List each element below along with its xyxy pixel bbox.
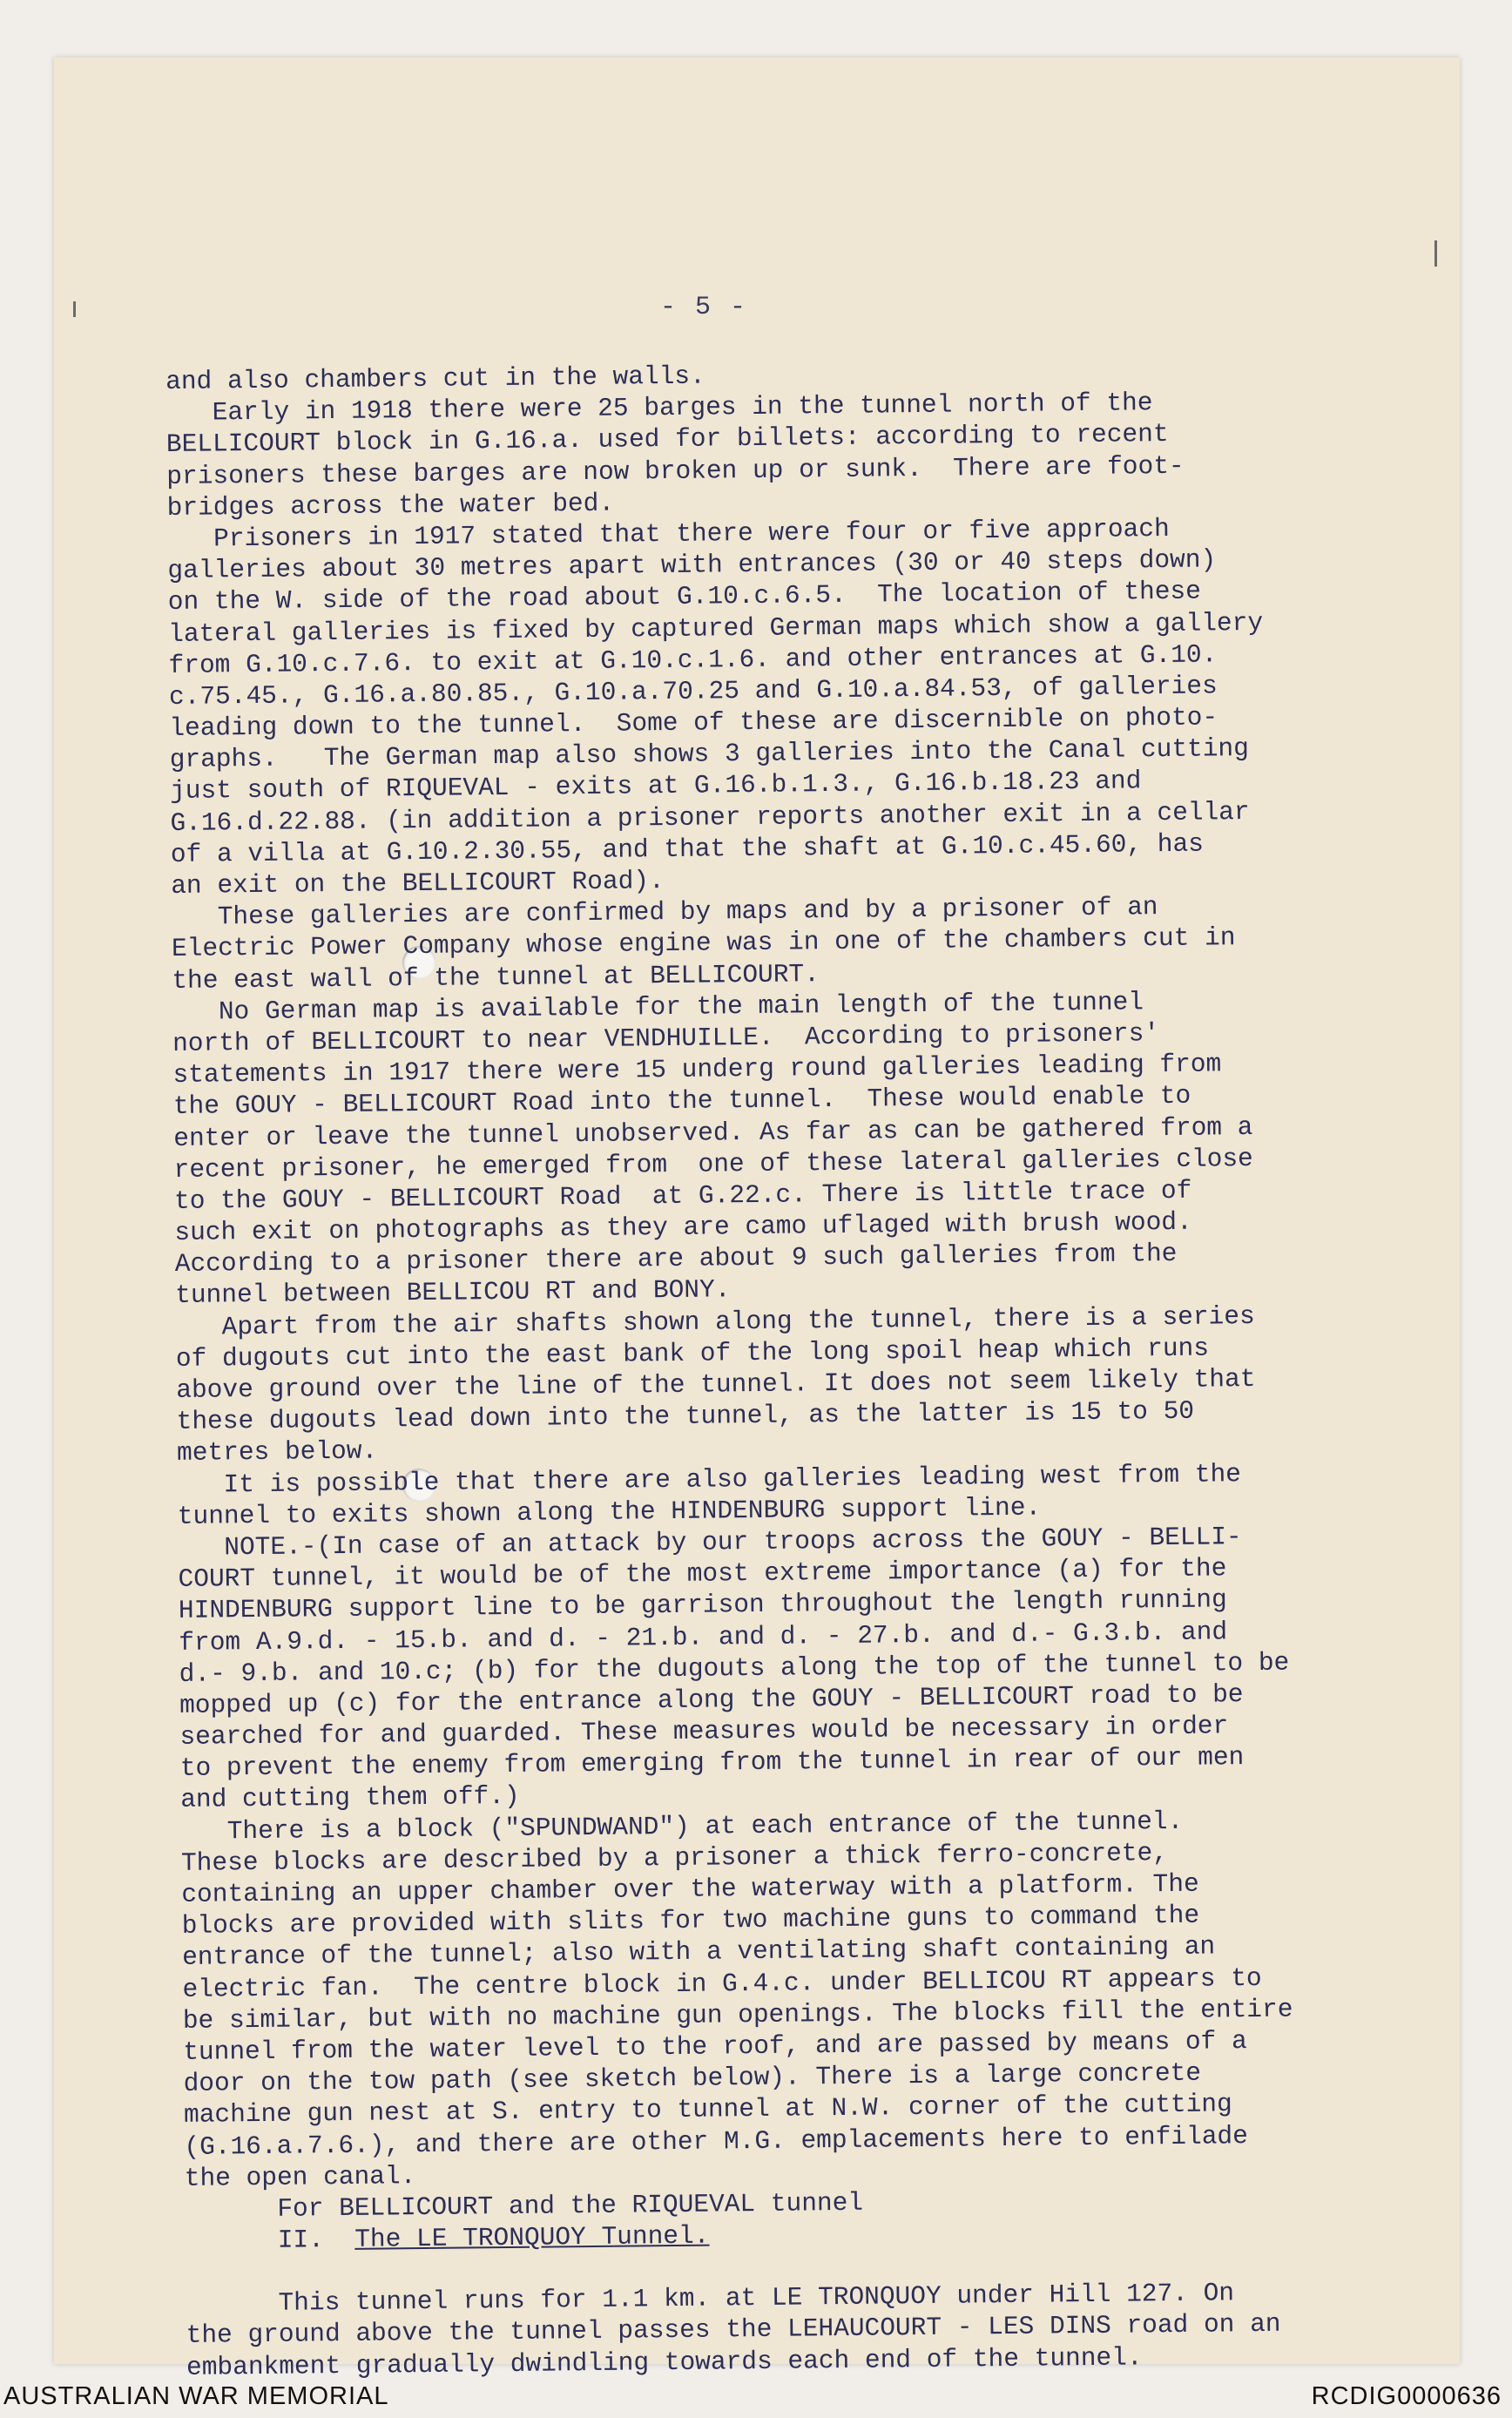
text-line: It is possible that there are also galleries leading west from the: [177, 1458, 1242, 1500]
text-line: NOTE.-(In case of an attack by our troops across the GOUY - BELLI-: [178, 1522, 1242, 1563]
text-line: For BELLICOURT and the RIQUEVAL tunnel: [184, 2187, 864, 2225]
text-line: BELLICOURT block in G.16.a. used for billets: according to recent: [165, 419, 1169, 460]
text-line: tunnel from the water level to the roof, and are passed by means of a: [183, 2026, 1247, 2067]
text-line: such exit on photographs as they are camo uflaged with brush wood.: [174, 1206, 1192, 1248]
text-line: and cutting them off.): [180, 1781, 520, 1815]
text-line: prisoners these barges are now broken up or sunk. There are foot-: [166, 450, 1185, 491]
text-line: statements in 1917 there were 15 underg round galleries leading from: [172, 1049, 1222, 1091]
edge-mark: [1434, 240, 1437, 267]
text-line: containing an upper chamber over the waterway with a platform. The: [181, 1868, 1199, 1909]
text-line: Prisoners in 1917 stated that there were four or five approach: [166, 513, 1170, 554]
document-body: [165, 353, 1432, 2383]
text-line: Electric Power Company whose engine was in one of the chambers cut in: [171, 922, 1236, 964]
text-line: There is a block ("SPUNDWAND") at each entrance of the tunnel.: [180, 1806, 1184, 1847]
text-line: Apart from the air shafts shown along the tunnel, there is a series: [175, 1300, 1255, 1342]
text-line: electric fan. The centre block in G.4.c. under BELLICOU RT appears to: [182, 1962, 1262, 2004]
text-line: the ground above the tunnel passes the LEHAUCOURT - LES DINS road on an: [186, 2309, 1281, 2351]
footer-archive-name: AUSTRALIAN WAR MEMORIAL: [3, 2382, 389, 2410]
text-line: recent prisoner, he emerged from one of these lateral galleries close: [173, 1143, 1253, 1185]
text-line: enter or leave the tunnel unobserved. As far as can be gathered from a: [173, 1111, 1253, 1153]
text-line: of dugouts cut into the east bank of the long spoil heap which runs: [175, 1333, 1210, 1374]
text-line: from G.10.c.7.6. to exit at G.10.c.1.6. and other entrances at G.10.: [168, 639, 1218, 680]
text-line: lateral galleries is fixed by captured German maps which show a gallery: [168, 607, 1264, 649]
text-line: These galleries are confirmed by maps and by a prisoner of an: [171, 892, 1158, 933]
text-line: embankment gradually dwindling towards each end of the tunnel.: [186, 2342, 1143, 2382]
text-line: machine gun nest at S. entry to tunnel at N.W. corner of the cutting: [183, 2089, 1232, 2131]
text-line: metres below.: [176, 1435, 378, 1469]
text-line: an exit on the BELLICOURT Road).: [171, 866, 665, 901]
text-line: these dugouts lead down into the tunnel, as the latter is 15 to 50: [176, 1395, 1195, 1437]
text-line: galleries about 30 metres apart with entrances (30 or 40 steps down): [167, 544, 1217, 586]
text-line: to prevent the enemy from emerging from the tunnel in rear of our men: [179, 1742, 1245, 1784]
text-line: c.75.45., G.16.a.80.85., G.10.a.70.25 and G.10.a.84.53, of galleries: [168, 671, 1218, 712]
text-line: the east wall of the tunnel at BELLICOURT.: [172, 958, 820, 996]
text-line: the GOUY - BELLICOURT Road into the tunnel. These would enable to: [172, 1081, 1191, 1122]
text-line: COURT tunnel, it would be of the most extreme importance (a) for the: [178, 1553, 1227, 1595]
text-line: blocks are provided with slits for two machine guns to command the: [181, 1900, 1200, 1942]
section-title: The LE TRONQUOY Tunnel.: [354, 2220, 710, 2254]
text-line: and also chambers cut in the walls.: [165, 361, 705, 396]
text-line: This tunnel runs for 1.1 km. at LE TRONQUOY under Hill 127. On: [186, 2278, 1235, 2320]
text-line: mopped up (c) for the entrance along the GOUY - BELLICOURT road to be: [179, 1679, 1244, 1720]
final-paragraph: [186, 2275, 1432, 2383]
text-line: searched for and guarded. These measures would be necessary in order: [179, 1711, 1229, 1752]
text-line: These blocks are described by a prisoner a thick ferro-concrete,: [180, 1837, 1169, 1878]
text-line: tunnel between BELLICOU RT and BONY.: [174, 1274, 731, 1311]
text-line: No German map is available for the main length of the tunnel: [172, 987, 1144, 1027]
text-line: entrance of the tunnel; also with a ventilating shaft containing an: [181, 1931, 1216, 1973]
text-line: tunnel to exits shown along the HINDENBURG support line.: [177, 1492, 1042, 1531]
edge-mark: [73, 301, 76, 317]
text-line: to the GOUY - BELLICOURT Road at G.22.c. There is little trace of: [173, 1175, 1192, 1216]
text-line: of a villa at G.10.2.30.55, and that the shaft at G.10.c.45.60, has: [170, 828, 1205, 869]
text-line: north of BELLICOURT to near VENDHUILLE. According to prisoners': [172, 1018, 1160, 1058]
typed-lines: [165, 353, 1430, 2226]
text-line: just south of RIQUEVAL - exits at G.16.b.1.3., G.16.b.18.23 and: [169, 766, 1142, 807]
footer-document-id: RCDIG0000636: [1311, 2382, 1502, 2410]
text-line: bridges across the water bed.: [166, 488, 615, 523]
text-line: G.16.d.22.88. (in addition a prisoner reports another exit in a cellar: [170, 796, 1250, 838]
text-line: leading down to the tunnel. Some of these are discernible on photo-: [169, 702, 1218, 744]
text-line: door on the tow path (see sketch below). There is a large concrete: [183, 2057, 1202, 2099]
text-line: According to a prisoner there are about 9 such galleries from the: [174, 1239, 1178, 1280]
text-line: HINDENBURG support line to be garrison throughout the length running: [178, 1584, 1227, 1626]
text-line: d.- 9.b. and 10.c; (b) for the dugouts along the top of the tunnel to be: [179, 1647, 1290, 1689]
text-line: the open canal.: [184, 2160, 416, 2193]
text-line: graphs. The German map also shows 3 galleries into the Canal cutting: [169, 733, 1250, 775]
text-line: be similar, but with no machine gun openings. The blocks fill the entire: [182, 1994, 1293, 2036]
text-line: above ground over the line of the tunnel. It does not seem likely that: [176, 1363, 1256, 1405]
page-number: - 5 -: [659, 293, 747, 322]
text-line: Early in 1918 there were 25 barges in the tunnel north of the: [165, 388, 1153, 429]
text-line: from A.9.d. - 15.b. and d. - 21.b. and d. - 27.b. and d.- G.3.b. and: [179, 1616, 1228, 1658]
text-line: (G.16.a.7.6.), and there are other M.G. emplacements here to enfilade: [184, 2120, 1249, 2162]
text-line: on the W. side of the road about G.10.c.6.5. The location of these: [167, 576, 1202, 618]
section-numeral: II.: [185, 2224, 355, 2256]
